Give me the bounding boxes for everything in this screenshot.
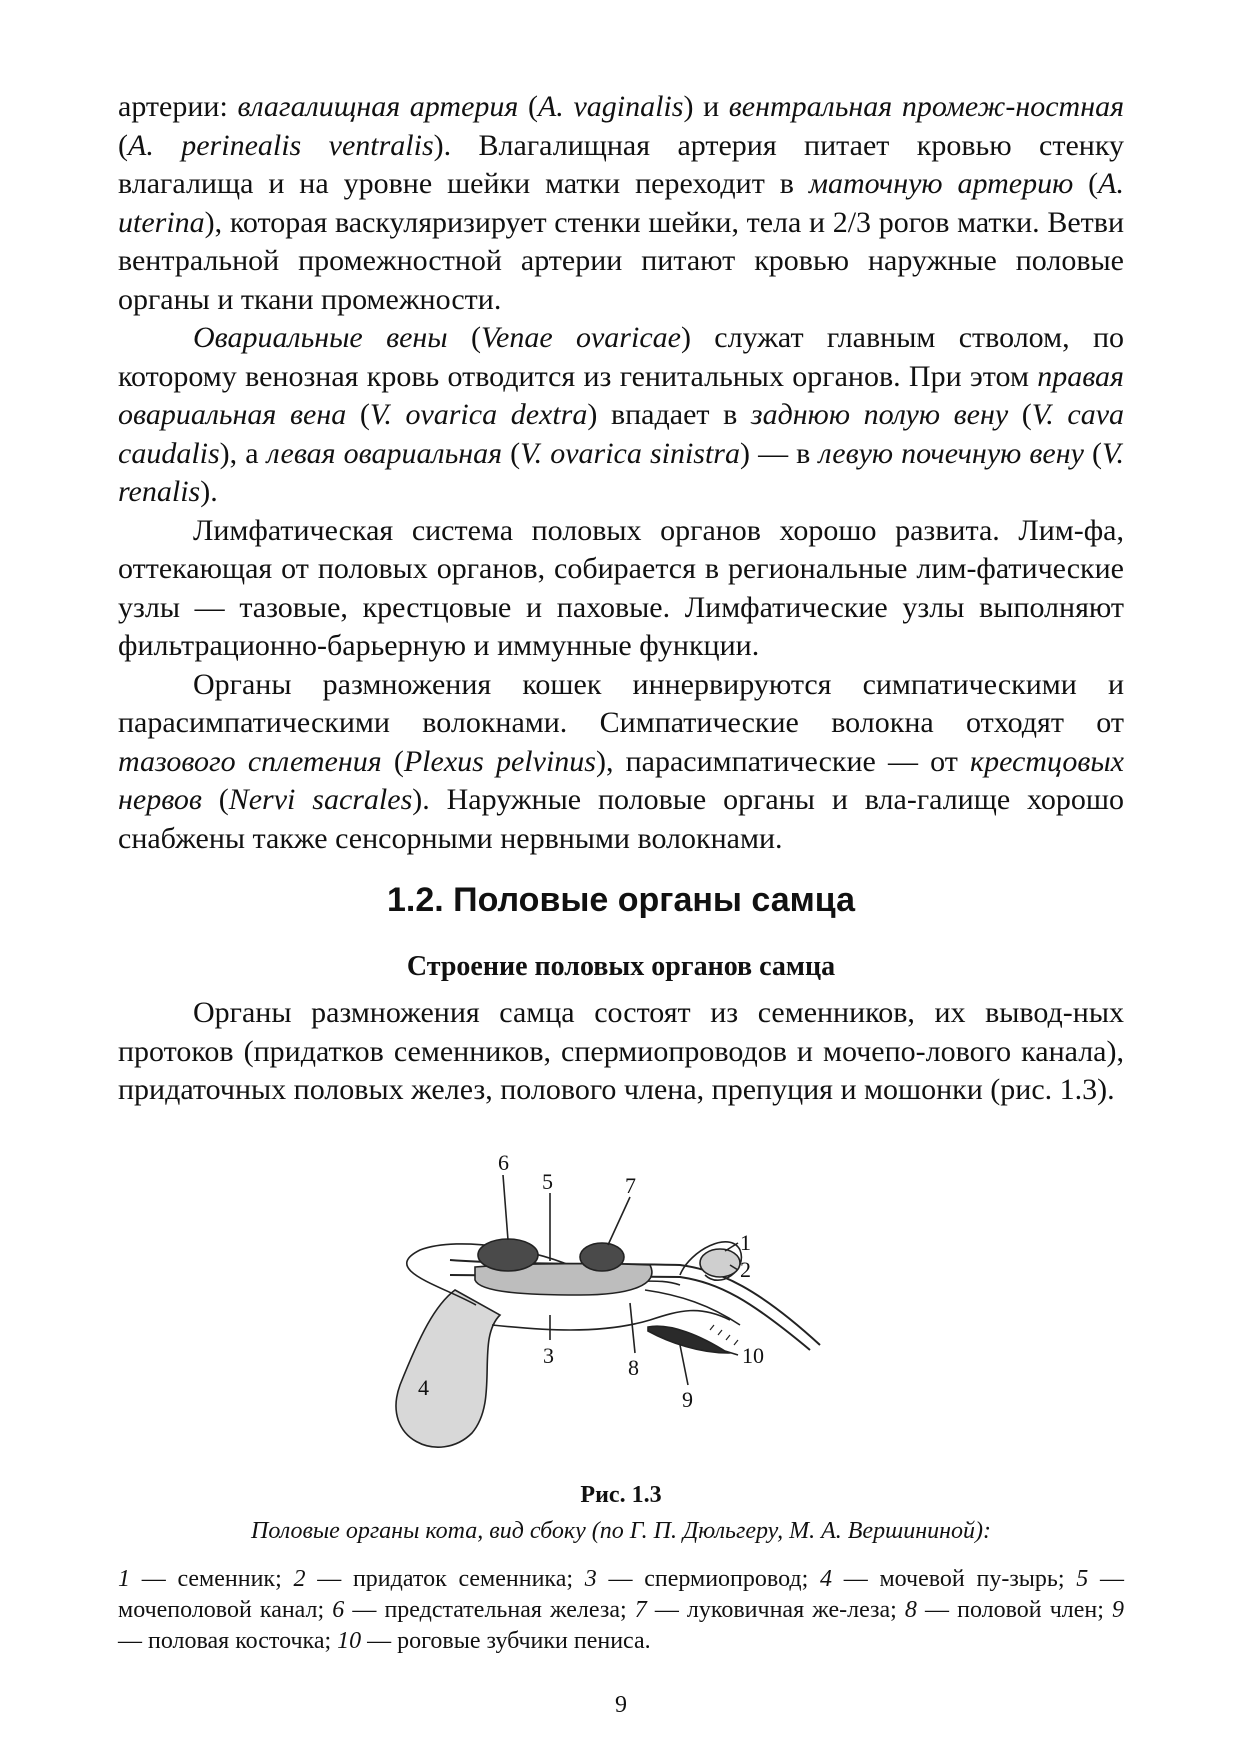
paragraph xyxy=(118,88,1124,319)
italic-term: левую почечную вену xyxy=(818,436,1084,470)
text-run: ( xyxy=(201,783,229,816)
label-4: 4 xyxy=(418,1375,429,1400)
italic-term: Plexus pelvinus xyxy=(403,744,596,778)
text-run: ), а xyxy=(219,436,267,470)
legend-text: — луковичная же-леза; xyxy=(646,1597,905,1623)
text-run: ) и xyxy=(683,90,729,123)
text-run: ( xyxy=(447,321,481,354)
text-run: ( xyxy=(118,128,128,162)
italic-term: Овариальные вены xyxy=(193,321,448,354)
text-run: Органы размножения кошек иннервируются симпатическими и парасимпатическими волокнами. Симпатические волокна отходят от xyxy=(118,667,1124,739)
bladder-shape xyxy=(396,1290,500,1447)
legend-text: — семенник; xyxy=(130,1566,294,1592)
text-run: ), которая васкуляризирует стенки шейки, тела и 2/3 рогов матки. Ветви вентральной промежностной артерии питают кровью наружные половые органы и ткани промежности. xyxy=(118,205,1124,316)
label-3: 3 xyxy=(543,1343,554,1368)
text-run: ) — в xyxy=(739,436,819,470)
section-heading: 1.2. Половые органы самца xyxy=(387,881,855,919)
legend-text: — роговые зубчики пениса. xyxy=(361,1628,651,1654)
paragraph xyxy=(118,666,1124,859)
italic-term: влагалищная артерия xyxy=(237,90,519,123)
text-run: ( xyxy=(1008,398,1032,431)
testis xyxy=(700,1249,740,1277)
text-run: ( xyxy=(1083,436,1103,470)
italic-term: Venae ovaricae xyxy=(481,321,681,354)
text-run: ) служат главным стволом, по которому венозная кровь отводится из генитальных органов. При этом xyxy=(118,321,1124,393)
legend-number: 5 xyxy=(1076,1566,1089,1592)
legend-number: 4 xyxy=(820,1566,832,1592)
text-run: ). Наружные половые органы и вла-галище хорошо снабжены также сенсорными нервными волокнами. xyxy=(118,783,1124,855)
italic-term: вентральная промеж-ностная xyxy=(728,90,1125,123)
legend-text: — предстательная железа; xyxy=(344,1597,635,1623)
text-run: ( xyxy=(518,90,538,123)
spermiduct-lower xyxy=(492,1311,730,1330)
italic-term: V. ovarica sinistra xyxy=(520,436,740,470)
legend-text: — половая косточка; xyxy=(118,1628,338,1654)
italic-term: V. cava caudalis xyxy=(118,398,1125,470)
prostate-gland xyxy=(478,1239,538,1271)
italic-term: левая овариальная xyxy=(266,436,503,470)
label-1: 1 xyxy=(740,1230,751,1255)
label-2: 2 xyxy=(740,1257,751,1282)
text-run: ), парасимпатические — от xyxy=(595,744,971,778)
italic-term: V. ovarica dextra xyxy=(369,398,588,431)
label-9: 9 xyxy=(682,1387,693,1412)
italic-term: маточную артерию xyxy=(808,167,1074,200)
penile-spines xyxy=(710,1325,738,1345)
paragraph xyxy=(118,319,1124,512)
paragraph: Органы размножения самца состоят из семенников, их вывод-ных протоков (придатков семенников, спермиопроводов и мочепо-лового канала), придаточных половых желез, полового члена, препуция и мошонки (рис. 1.3). xyxy=(118,996,1124,1106)
figure-number: Рис. 1.3 xyxy=(580,1482,662,1508)
text-run: ( xyxy=(1073,167,1099,200)
legend-number: 1 xyxy=(118,1566,130,1592)
subsection-heading: Строение половых органов самца xyxy=(406,951,836,982)
legend-text: — мочеполовой канал; xyxy=(118,1566,1125,1623)
legend-number: 3 xyxy=(584,1566,597,1592)
text-run: ) впадает в xyxy=(587,398,751,431)
text-run: ( xyxy=(502,436,521,470)
italic-term: V. renalis xyxy=(118,436,1124,508)
text-run: ( xyxy=(346,398,370,431)
legend-number: 7 xyxy=(634,1597,647,1623)
figure-legend xyxy=(118,1564,1124,1657)
italic-term: Nervi sacrales xyxy=(228,783,413,816)
label-10: 10 xyxy=(742,1343,764,1368)
text-run: ). Влагалищная артерия питает кровью стенку влагалища и на уровне шейки матки переходит в xyxy=(118,128,1124,200)
text-run: артерии: xyxy=(118,90,238,123)
penis xyxy=(645,1290,740,1325)
legend-number: 9 xyxy=(1112,1597,1124,1623)
legend-text: — половой член; xyxy=(916,1597,1112,1623)
text-run: ( xyxy=(381,744,404,778)
body-text xyxy=(118,88,1124,858)
italic-term: A. perinealis ventralis xyxy=(128,128,434,162)
label-8: 8 xyxy=(628,1355,639,1380)
italic-term: правая овариальная вена xyxy=(118,359,1124,431)
text-run: Лимфатическая система половых органов хорошо развита. Лим-фа, оттекающая от половых органов, собирается в региональные лим-фатические узлы — тазовые, крестцовые и паховые. Лимфатические узлы выполняют фильтрационно-барьерную и иммунные функции. xyxy=(118,513,1124,662)
italic-term: тазового сплетения xyxy=(118,744,382,778)
italic-term: A. uterina xyxy=(118,167,1124,239)
legend-number: 10 xyxy=(337,1628,362,1654)
legend-number: 6 xyxy=(332,1597,345,1623)
paragraph xyxy=(118,512,1124,666)
legend-text: — придаток семенника; xyxy=(305,1566,585,1592)
figure-title: Половые органы кота, вид сбоку (по Г. П. Дюльгеру, М. А. Вершининой): xyxy=(251,1518,991,1544)
legend-number: 8 xyxy=(904,1597,917,1623)
label-7: 7 xyxy=(625,1173,636,1198)
legend-text: — спермиопровод; xyxy=(596,1566,820,1592)
italic-term: A. vaginalis xyxy=(537,90,684,123)
os-penis xyxy=(648,1326,728,1353)
label-5: 5 xyxy=(542,1169,553,1194)
page-number: 9 xyxy=(615,1692,627,1718)
text-run: ). xyxy=(200,475,218,508)
anatomy-diagram xyxy=(380,1155,900,1485)
italic-term: заднюю полую вену xyxy=(750,398,1009,431)
italic-term: крестцовых нервов xyxy=(118,744,1124,816)
bulbourethral-gland xyxy=(580,1243,624,1271)
legend-number: 2 xyxy=(293,1566,306,1592)
label-6: 6 xyxy=(498,1155,509,1175)
body-text-after-heading xyxy=(118,994,1124,1110)
legend-text: — мочевой пу-зырь; xyxy=(832,1566,1077,1592)
